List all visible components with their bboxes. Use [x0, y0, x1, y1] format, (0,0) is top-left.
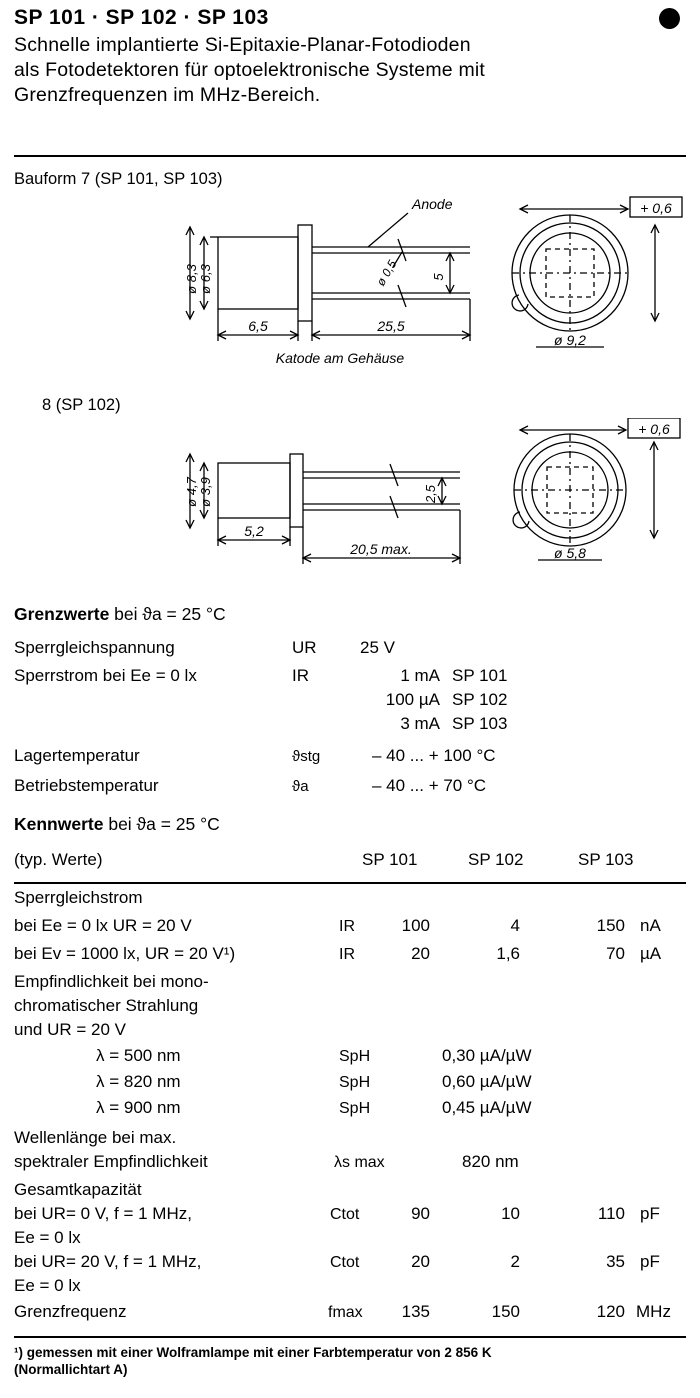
limits-row-4-symbol: ϑstg [292, 748, 321, 765]
group-3-row-1-v3: 35 [606, 1252, 625, 1271]
group-1-row-0-label: λ = 500 nm [96, 1046, 181, 1065]
group-0-row-0-v1: 100 [401, 916, 430, 935]
svg-text:25,5: 25,5 [377, 318, 405, 334]
group-0-row-1-label: bei Ev = 1000 lx, UR = 20 V¹) [14, 944, 236, 963]
group-3-row-1-label-2: Ee = 0 lx [14, 1276, 81, 1295]
group-2-title-line-2: spektraler Empfindlichkeit [14, 1152, 208, 1171]
group-3-row-0-unit: pF [640, 1204, 660, 1223]
group-4-row-0-v3: 120 [596, 1302, 625, 1321]
group-1-row-2-value: 0,45 µA/µW [442, 1098, 532, 1117]
limits-row-1-value: 1 mA [400, 666, 440, 685]
group-1-row-0-symbol: SpH [339, 1048, 371, 1065]
group-1-row-1-label: λ = 820 nm [96, 1072, 181, 1091]
group-0-row-0-label: bei Ee = 0 lx UR = 20 V [14, 916, 192, 935]
group-4-row-0-v2: 150 [491, 1302, 520, 1321]
limits-row-5-value: – 40 ... + 70 °C [372, 776, 487, 795]
figure-1-drawing [150, 195, 690, 390]
black-dot-icon [659, 8, 680, 29]
group-1-title-line-1: Empfindlichkeit bei mono- [14, 972, 209, 991]
group-4-row-0-unit: MHz [636, 1302, 671, 1321]
column-header-sp103: SP 103 [578, 850, 634, 869]
group-0-row-0-unit: nA [640, 916, 661, 935]
limits-row-3-value: 3 mA [400, 714, 440, 733]
limits-row-0-value: 25 V [360, 638, 395, 657]
group-1-row-0-value: 0,30 µA/µW [442, 1046, 532, 1065]
svg-text:Katode am Gehäuse: Katode am Gehäuse [275, 350, 405, 366]
group-3-title: Gesamtkapazität [14, 1180, 142, 1199]
group-1-row-1-symbol: SpH [339, 1074, 371, 1091]
characteristics-heading-bold: Kennwerte [14, 814, 104, 834]
group-3-row-1-v1: 20 [411, 1252, 430, 1271]
footnote [14, 1344, 492, 1378]
group-3-row-0-label: bei UR= 0 V, f = 1 MHz, [14, 1204, 192, 1223]
group-0-row-1-v1: 20 [411, 944, 430, 963]
svg-text:20,5 max.: 20,5 max. [350, 541, 412, 557]
limits-row-1-name: Sperrstrom bei Ee = 0 lx [14, 666, 197, 685]
group-3-row-0-v2: 10 [501, 1204, 520, 1223]
table-divider [14, 882, 686, 884]
group-3-row-0-symbol: Ctot [330, 1206, 360, 1223]
limits-row-4-value: – 40 ... + 100 °C [372, 746, 496, 765]
group-1-row-1-value: 0,60 µA/µW [442, 1072, 532, 1091]
page-title: SP 101 · SP 102 · SP 103 [14, 6, 269, 29]
limits-row-5-name: Betriebstemperatur [14, 776, 159, 795]
limits-row-4-name: Lagertemperatur [14, 746, 140, 765]
subtitle-line-2: als Fotodetektoren für optoelektronische Systeme mit [14, 59, 486, 81]
group-0-title: Sperrgleichstrom [14, 888, 143, 907]
footnote-divider [14, 1336, 686, 1338]
group-1-row-2-label: λ = 900 nm [96, 1098, 181, 1117]
limits-row-0-symbol: UR [292, 638, 317, 657]
limits-heading-rest: bei ϑa = 25 °C [109, 604, 226, 624]
svg-text:5,2: 5,2 [244, 523, 264, 539]
group-3-row-1-unit: pF [640, 1252, 660, 1271]
svg-text:ø 9,2: ø 9,2 [554, 332, 586, 348]
limits-row-3-type: SP 103 [452, 714, 508, 733]
figure-2-drawing [150, 418, 690, 588]
svg-text:ø 8,3: ø 8,3 [184, 264, 199, 294]
group-4-row-0-symbol: fmax [328, 1304, 363, 1321]
svg-text:ø 4,7: ø 4,7 [184, 477, 199, 507]
limits-row-1-type: SP 101 [452, 666, 508, 685]
limits-heading-bold: Grenzwerte [14, 604, 110, 624]
group-0-row-0-v2: 4 [510, 916, 520, 935]
group-2-row-0-value: 820 nm [462, 1152, 519, 1171]
group-3-row-1-symbol: Ctot [330, 1254, 360, 1271]
group-0-row-1-v3: 70 [606, 944, 625, 963]
svg-text:ø 0,5: ø 0,5 [373, 257, 400, 289]
limits-row-5-symbol: ϑa [292, 778, 309, 795]
group-0-row-1-v2: 1,6 [496, 944, 520, 963]
svg-text:5: 5 [431, 273, 446, 281]
limits-row-0-name: Sperrgleichspannung [14, 638, 175, 657]
figure-1-label: Bauform 7 (SP 101, SP 103) [14, 170, 223, 188]
subtitle-line-1: Schnelle implantierte Si-Epitaxie-Planar-Fotodioden [14, 34, 471, 56]
group-2-title-line-1: Wellenlänge bei max. [14, 1128, 177, 1147]
limits-heading [14, 604, 226, 625]
figure-2-label: 8 (SP 102) [42, 396, 121, 414]
svg-text:Anode: Anode [412, 196, 453, 212]
column-header-sp101: SP 101 [362, 850, 418, 869]
svg-text:2,5: 2,5 [423, 484, 438, 504]
group-0-row-0-symbol: IR [339, 918, 355, 935]
group-3-row-1-v2: 2 [510, 1252, 520, 1271]
group-4-row-0-label: Grenzfrequenz [14, 1302, 127, 1321]
group-1-title-line-2: chromatischer Strahlung [14, 996, 199, 1015]
svg-text:ø 6,3: ø 6,3 [198, 264, 213, 294]
characteristics-heading-rest: bei ϑa = 25 °C [103, 814, 220, 834]
page-header [14, 6, 686, 108]
footnote-line-2: (Normallichtart A) [14, 1362, 128, 1377]
typ-values-note: (typ. Werte) [14, 850, 103, 869]
group-3-row-0-v3: 110 [597, 1204, 625, 1223]
characteristics-heading [14, 814, 220, 835]
limits-row-2-value: 100 µA [385, 690, 440, 709]
svg-text:+ 0,6: + 0,6 [638, 421, 670, 437]
group-3-row-0-label-2: Ee = 0 lx [14, 1228, 81, 1247]
group-4-row-0-v1: 135 [401, 1302, 430, 1321]
group-3-row-1-label: bei UR= 20 V, f = 1 MHz, [14, 1252, 202, 1271]
footnote-line-1: ¹) gemessen mit einer Wolframlampe mit einer Farbtemperatur von 2 856 K [14, 1345, 492, 1360]
subtitle-line-3: Grenzfrequenzen im MHz-Bereich. [14, 84, 321, 106]
group-0-row-1-unit: µA [640, 944, 662, 963]
svg-text:+ 0,6: + 0,6 [640, 200, 672, 216]
limits-row-1-symbol: IR [292, 666, 309, 685]
svg-text:ø 5,8: ø 5,8 [554, 545, 586, 561]
group-3-row-0-v1: 90 [411, 1204, 430, 1223]
svg-text:6,5: 6,5 [248, 318, 268, 334]
column-header-sp102: SP 102 [468, 850, 524, 869]
title-row [14, 6, 686, 30]
group-0-row-1-symbol: IR [339, 946, 355, 963]
group-0-row-0-v3: 150 [596, 916, 625, 935]
group-2-row-0-symbol: λs max [334, 1154, 385, 1171]
svg-text:ø 3,9: ø 3,9 [198, 477, 213, 507]
header-divider [14, 155, 686, 157]
limits-row-2-type: SP 102 [452, 690, 508, 709]
group-1-row-2-symbol: SpH [339, 1100, 371, 1117]
group-1-title-line-3: und UR = 20 V [14, 1020, 126, 1039]
